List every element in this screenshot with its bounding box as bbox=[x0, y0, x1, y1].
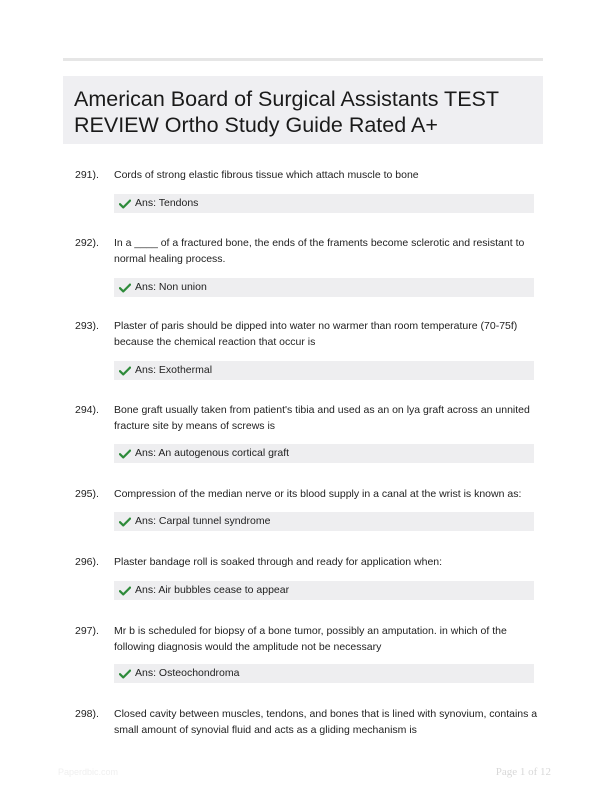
page-indicator: Page 1 of 12 bbox=[495, 766, 551, 778]
question-text: In a ____ of a fractured bone, the ends of the framents become sclerotic and resistant to normal healing process. bbox=[114, 237, 525, 265]
document-title-line-2: REVIEW Ortho Study Guide Rated A+ bbox=[74, 113, 438, 137]
checkmark-icon bbox=[119, 199, 131, 209]
question-number: 291). bbox=[75, 169, 99, 181]
answer-text: Ans: An autogenous cortical graft bbox=[135, 447, 290, 459]
answer-box bbox=[114, 361, 534, 380]
answer-text: Ans: Exothermal bbox=[135, 364, 213, 376]
answer-box bbox=[114, 194, 534, 213]
answer-text: Ans: Tendons bbox=[135, 197, 199, 209]
question-number: 296). bbox=[75, 556, 99, 568]
top-divider bbox=[63, 58, 543, 61]
question-text: Cords of strong elastic fibrous tissue which attach muscle to bone bbox=[114, 169, 419, 181]
question-number: 295). bbox=[75, 488, 99, 500]
checkmark-icon bbox=[119, 669, 131, 679]
checkmark-icon bbox=[119, 517, 131, 527]
answer-box bbox=[114, 444, 534, 463]
checkmark-icon bbox=[119, 366, 131, 376]
question-text: Bone graft usually taken from patient's tibia and used as an on lya graft across an unnited fracture site by means of screws is bbox=[114, 404, 530, 432]
question-number: 293). bbox=[75, 320, 99, 332]
question-text: Mr b is scheduled for biopsy of a bone tumor, possibly an amputation. in which of the following diagnosis would the amplitude not be necessary bbox=[114, 625, 507, 653]
checkmark-icon bbox=[119, 449, 131, 459]
document-title-banner bbox=[63, 76, 543, 144]
answer-text: Ans: Air bubbles cease to appear bbox=[135, 584, 290, 596]
answer-text: Ans: Osteochondroma bbox=[135, 667, 240, 679]
answer-text: Ans: Carpal tunnel syndrome bbox=[135, 515, 271, 527]
question-number: 297). bbox=[75, 625, 99, 637]
question-number: 292). bbox=[75, 237, 99, 249]
document-title-line-1: American Board of Surgical Assistants TEST bbox=[74, 87, 500, 111]
checkmark-icon bbox=[119, 586, 131, 596]
answer-text: Ans: Non union bbox=[135, 281, 207, 293]
answer-box bbox=[114, 512, 534, 531]
question-number: 298). bbox=[75, 708, 99, 720]
question-text: Plaster of paris should be dipped into water no warmer than room temperature (70-75f) because the chemical reaction that occur is bbox=[114, 320, 518, 348]
question-text: Compression of the median nerve or its blood supply in a canal at the wrist is known as: bbox=[114, 488, 522, 500]
answer-box bbox=[114, 664, 534, 683]
question-text: Closed cavity between muscles, tendons, and bones that is lined with synovium, contains a small amount of synovial fluid and acts as a gliding mechanism is bbox=[114, 708, 538, 736]
question-text: Plaster bandage roll is soaked through and ready for application when: bbox=[114, 556, 443, 568]
question-number: 294). bbox=[75, 404, 99, 416]
answer-box bbox=[114, 581, 534, 600]
answer-box bbox=[114, 278, 534, 297]
footer-watermark: Paperdbic.com bbox=[58, 767, 119, 777]
checkmark-icon bbox=[119, 283, 131, 293]
